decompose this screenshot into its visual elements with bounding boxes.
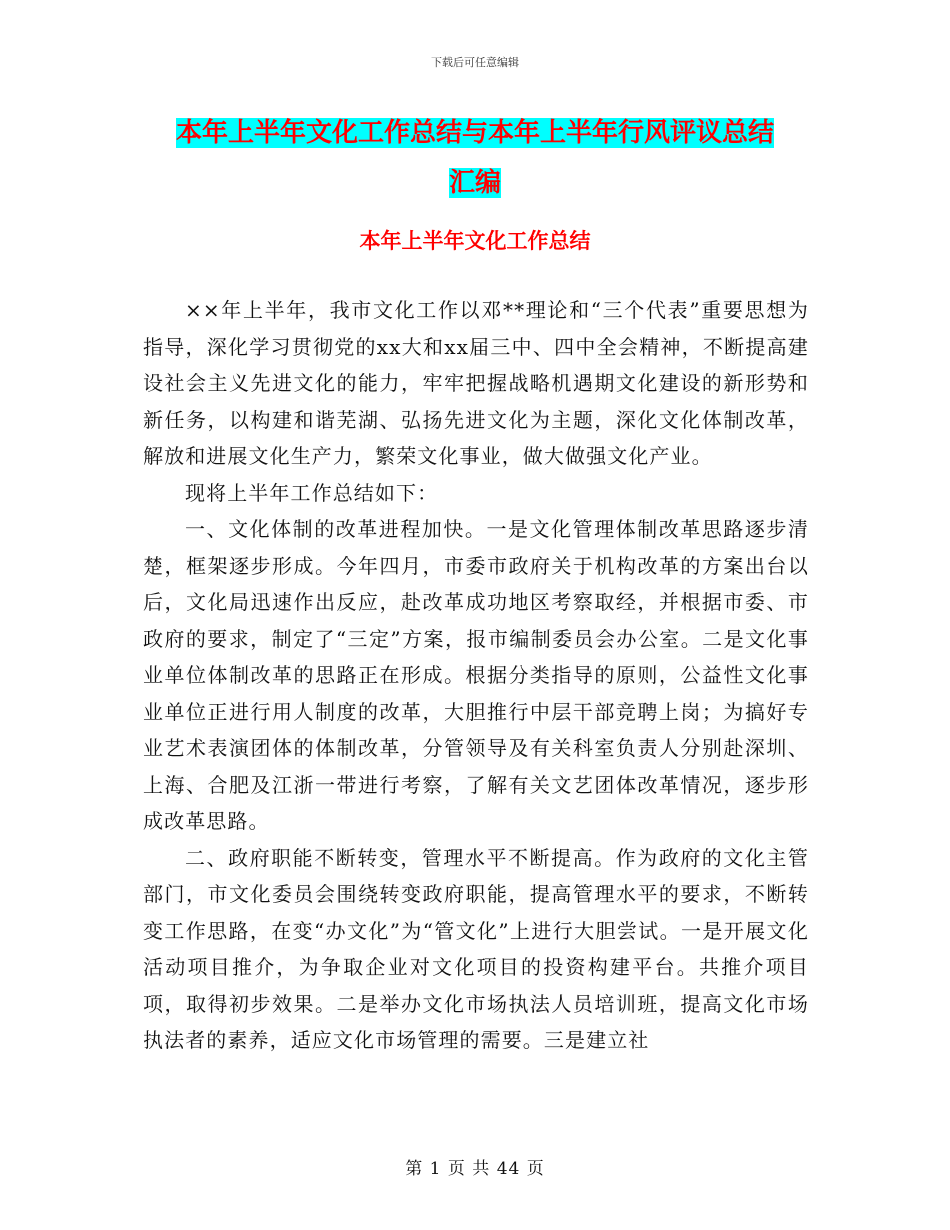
page-number-footer: 第 1 页 共 44 页 — [405, 1159, 545, 1179]
document-body — [143, 292, 809, 1059]
document-title-line1: 本年上半年文化工作总结与本年上半年行风评议总结 — [175, 118, 774, 148]
paragraph-section-1: 一、文化体制的改革进程加快。一是文化管理体制改革思路逐步清楚，框架逐步形成。今年四月，市委市政府关于机构改革的方案出台以后，文化局迅速作出反应，赴改革成功地区考察取经，并根据市委、市政府的要求，制定了“三定”方案，报市编制委员会办公室。二是文化事业单位体制改革的思路正在形成。根据分类指导的原则，公益性文化事业单位正进行用人制度的改革，大胆推行中层干部竞聘上岗；为搞好专业艺术表演团体的体制改革，分管领导及有关科室负责人分别赴深圳、上海、合肥及江浙一带进行考察，了解有关文艺团体改革情况，逐步形成改革思路。 — [143, 517, 809, 833]
paragraph-intro: ××年上半年，我市文化工作以邓**理论和“三个代表”重要思想为指导，深化学习贯彻党的xx大和xx届三中、四中全会精神，不断提高建设社会主义先进文化的能力，牢牢把握战略机遇期文化建设的新形势和新任务，以构建和谐芜湖、弘扬先进文化为主题，深化文化体制改革，解放和进展文化生产力，繁荣文化事业，做大做强文化产业。 — [143, 298, 809, 468]
section-title: 本年上半年文化工作总结 — [359, 229, 591, 253]
header-note: 下载后可任意编辑 — [431, 56, 519, 69]
paragraph-section-2: 二、政府职能不断转变，管理水平不断提高。作为政府的文化主管部门，市文化委员会围绕转变政府职能，提高管理水平的要求，不断转变工作思路，在变“办文化”为“管文化”上进行大胆尝试。一是开展文化活动项目推介，为争取企业对文化项目的投资构建平台。共推介项目项，取得初步效果。二是举办文化市场执法人员培训班，提高文化市场执法者的素养，适应文化市场管理的需要。三是建立社 — [143, 845, 809, 1052]
paragraph-summary-lead: 现将上半年工作总结如下： — [185, 480, 439, 505]
document-title — [140, 108, 810, 208]
document-title-line2: 汇编 — [448, 168, 501, 198]
